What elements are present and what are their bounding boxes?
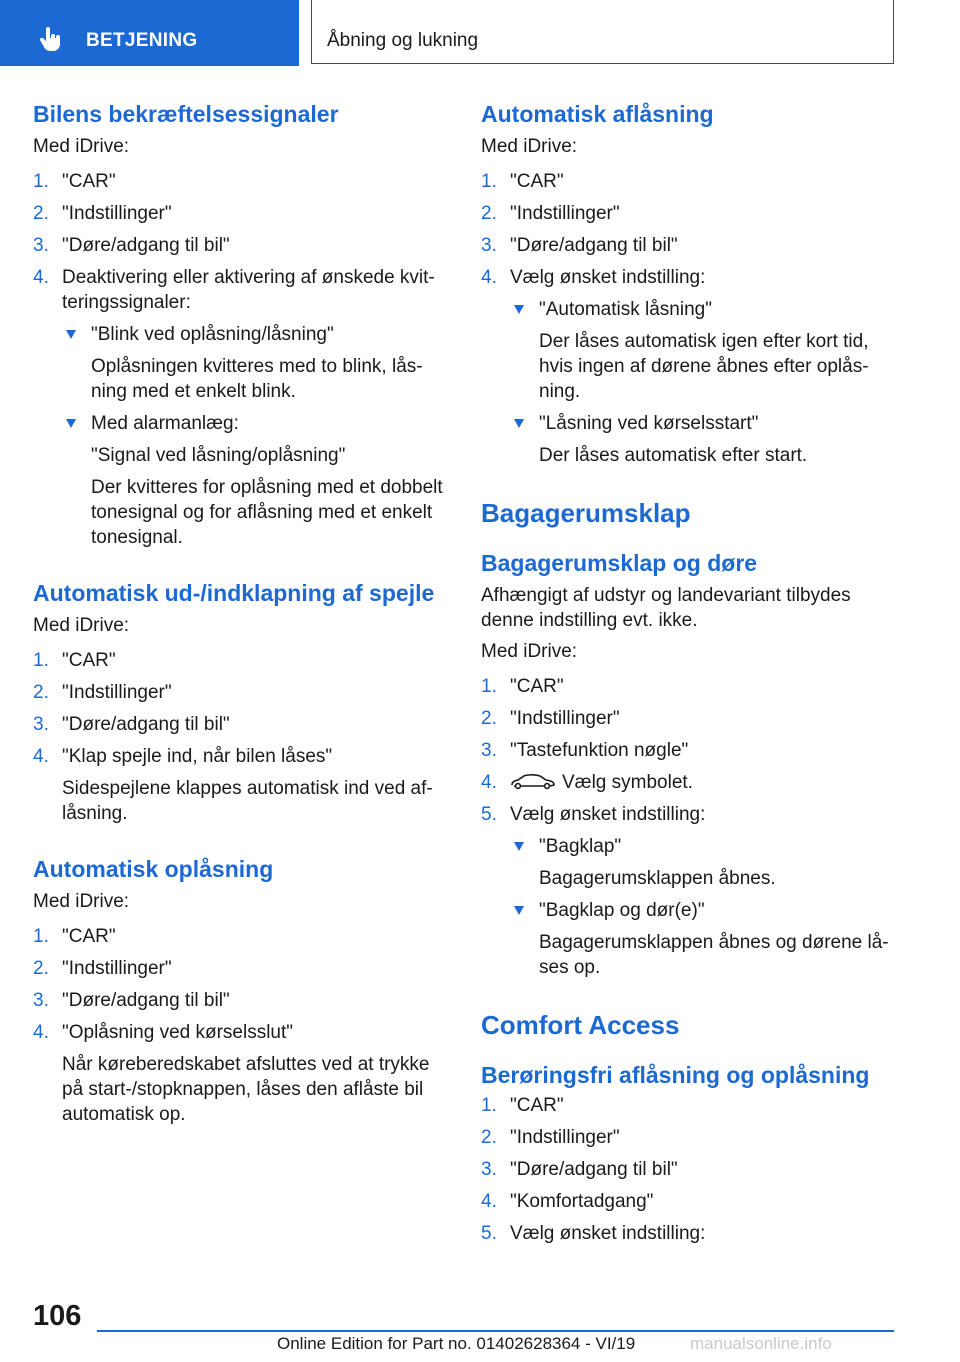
list-item: 3. "Døre/adgang til bil" xyxy=(33,714,230,735)
section-tab xyxy=(0,0,299,66)
sub-item: "Bagklap og dør(e)" Bagagerumsklappen åbnes og dørene lå-ses op. xyxy=(510,898,901,980)
sub-item: "Blink ved oplåsning/låsning" Oplåsningen kvitteres med to blink, lås-ning med et enkelt blink. xyxy=(62,322,453,404)
hand-pointer-icon xyxy=(38,27,64,53)
footer-divider xyxy=(97,1330,894,1332)
list-item: 1. "CAR" xyxy=(481,676,564,697)
step-list xyxy=(33,169,453,550)
step-description: Sidespejlene klappes automatisk ind ved af-låsning. xyxy=(62,778,433,824)
sub-description: Bagagerumsklappen åbnes. xyxy=(539,868,776,889)
chapter-heading: Comfort Access xyxy=(481,1010,680,1040)
section-title: Bagagerumsklap og døre xyxy=(481,550,758,576)
list-item: 3. "Døre/adgang til bil" xyxy=(481,1159,678,1180)
page-number: 106 xyxy=(33,1300,82,1332)
intro-text: Med iDrive: xyxy=(481,641,578,662)
sub-description: Der låses automatisk igen efter kort tid, hvis ingen af dørene åbnes efter oplås-ning. xyxy=(539,331,869,402)
right-column xyxy=(481,100,901,1253)
list-item: 4. Vælg symbolet. xyxy=(481,772,693,793)
list-item: 4. "Klap spejle ind, når bilen låses" Sidespejlene klappes automatisk ind ved af-låsning. xyxy=(33,744,453,826)
edition-text: Online Edition for Part no. 01402628364 - VI/19 xyxy=(277,1334,636,1353)
sub-item: "Automatisk låsning" Der låses automatisk igen efter kort tid, hvis ingen af dørene åbnes efter oplås-ning. xyxy=(510,297,901,404)
section-title: Automatisk aflåsning xyxy=(481,101,714,127)
list-item: 4. "Oplåsning ved kørselsslut" Når køreberedskabet afsluttes ved at trykke på start-/stopknappen, låses den aflåste bil automatisk op. xyxy=(33,1020,453,1127)
section-label: BETJENING xyxy=(86,30,198,51)
intro-text: Med iDrive: xyxy=(481,136,578,157)
list-item: 2. "Indstillinger" xyxy=(33,958,172,979)
list-item: 2. "Indstillinger" xyxy=(33,203,172,224)
list-item: 2. "Indstillinger" xyxy=(481,1127,620,1148)
step-list xyxy=(481,169,901,468)
car-icon xyxy=(510,771,556,791)
triangle-bullet-icon xyxy=(514,842,524,851)
triangle-bullet-icon xyxy=(514,305,524,314)
intro-text: Med iDrive: xyxy=(33,615,130,636)
triangle-bullet-icon xyxy=(514,906,524,915)
list-item: 1. "CAR" xyxy=(33,650,116,671)
section-title: Automatisk oplåsning xyxy=(33,856,274,882)
list-item: 3. "Døre/adgang til bil" xyxy=(33,990,230,1011)
watermark: manualsonline.info xyxy=(690,1334,832,1353)
sub-description: Oplåsningen kvitteres med to blink, lås-ning med et enkelt blink. xyxy=(91,356,423,402)
step-list xyxy=(33,648,453,826)
step-list xyxy=(481,1093,901,1246)
intro-text: Med iDrive: xyxy=(33,891,130,912)
list-item: 4. Deaktivering eller aktivering af ønskede kvit-teringssignaler: "Blink ved oplåsning/låsning" Oplåsningen kvitteres med to blink, lås-ning med et enkelt blink. Med alarmanlæg: "Signal ved låsning/oplåsning" Der kvitteres for oplåsning med et dobbelt tonesignal og for aflåsning med et enkelt tonesignal. xyxy=(33,265,453,550)
section-title: Automatisk ud-/indklapning af spejle xyxy=(33,580,435,606)
intro-text: Med iDrive: xyxy=(33,136,130,157)
intro-text: Afhængigt af udstyr og landevariant tilbydes denne indstilling evt. ikke. xyxy=(481,585,851,631)
section-title: Bilens bekræftelsessignaler xyxy=(33,101,339,127)
triangle-bullet-icon xyxy=(66,330,76,339)
list-item: 1. "CAR" xyxy=(481,1095,564,1116)
sub-description: Der kvitteres for oplåsning med et dobbelt tonesignal og for aflåsning med et enkelt tonesignal. xyxy=(91,477,443,548)
step-list xyxy=(481,674,901,980)
list-item: 2. "Indstillinger" xyxy=(33,682,172,703)
list-item: 3. "Døre/adgang til bil" xyxy=(481,235,678,256)
step-description: Når køreberedskabet afsluttes ved at trykke på start-/stopknappen, låses den aflåste bil automatisk op. xyxy=(62,1054,430,1125)
sub-item: "Låsning ved kørselsstart" Der låses automatisk efter start. xyxy=(510,411,901,468)
page-header xyxy=(0,0,960,66)
sub-description: Bagagerumsklappen åbnes og dørene lå-ses op. xyxy=(539,932,889,978)
list-item: 3. "Tastefunktion nøgle" xyxy=(481,740,689,761)
list-item: 5. Vælg ønsket indstilling: "Bagklap" Bagagerumsklappen åbnes. "Bagklap og dør(e)" Bagagerumsklappen åbnes og dørene lå-ses op. xyxy=(481,802,901,980)
left-column xyxy=(33,100,453,1134)
sub-list xyxy=(510,297,901,468)
list-item: 1. "CAR" xyxy=(33,926,116,947)
chapter-heading: Bagagerumsklap xyxy=(481,498,691,528)
sub-list xyxy=(62,322,453,550)
list-item: 1. "CAR" xyxy=(481,171,564,192)
sub-item: Med alarmanlæg: "Signal ved låsning/oplåsning" Der kvitteres for oplåsning med et dobbelt tonesignal og for aflåsning med et enkelt tonesignal. xyxy=(62,411,453,550)
list-item: 5. Vælg ønsket indstilling: xyxy=(481,1223,706,1244)
section-title: Berøringsfri aflåsning og oplåsning xyxy=(481,1062,870,1088)
sub-list xyxy=(510,834,901,980)
chapter-label: Åbning og lukning xyxy=(327,30,479,51)
sub-description: Der låses automatisk efter start. xyxy=(539,445,808,466)
triangle-bullet-icon xyxy=(66,419,76,428)
list-item: 2. "Indstillinger" xyxy=(481,203,620,224)
sub-description: "Signal ved låsning/oplåsning" xyxy=(91,445,346,466)
sub-item: "Bagklap" Bagagerumsklappen åbnes. xyxy=(510,834,901,891)
list-item: 3. "Døre/adgang til bil" xyxy=(33,235,230,256)
chapter-box xyxy=(311,0,894,64)
list-item: 2. "Indstillinger" xyxy=(481,708,620,729)
list-item: 1. "CAR" xyxy=(33,171,116,192)
step-list xyxy=(33,924,453,1127)
list-item: 4. Vælg ønsket indstilling: "Automatisk låsning" Der låses automatisk igen efter kort tid, hvis ingen af dørene åbnes efter oplås-ning. "Låsning ved kørselsstart" Der låses automatisk efter start. xyxy=(481,265,901,468)
triangle-bullet-icon xyxy=(514,419,524,428)
list-item: 4. "Komfortadgang" xyxy=(481,1191,654,1212)
